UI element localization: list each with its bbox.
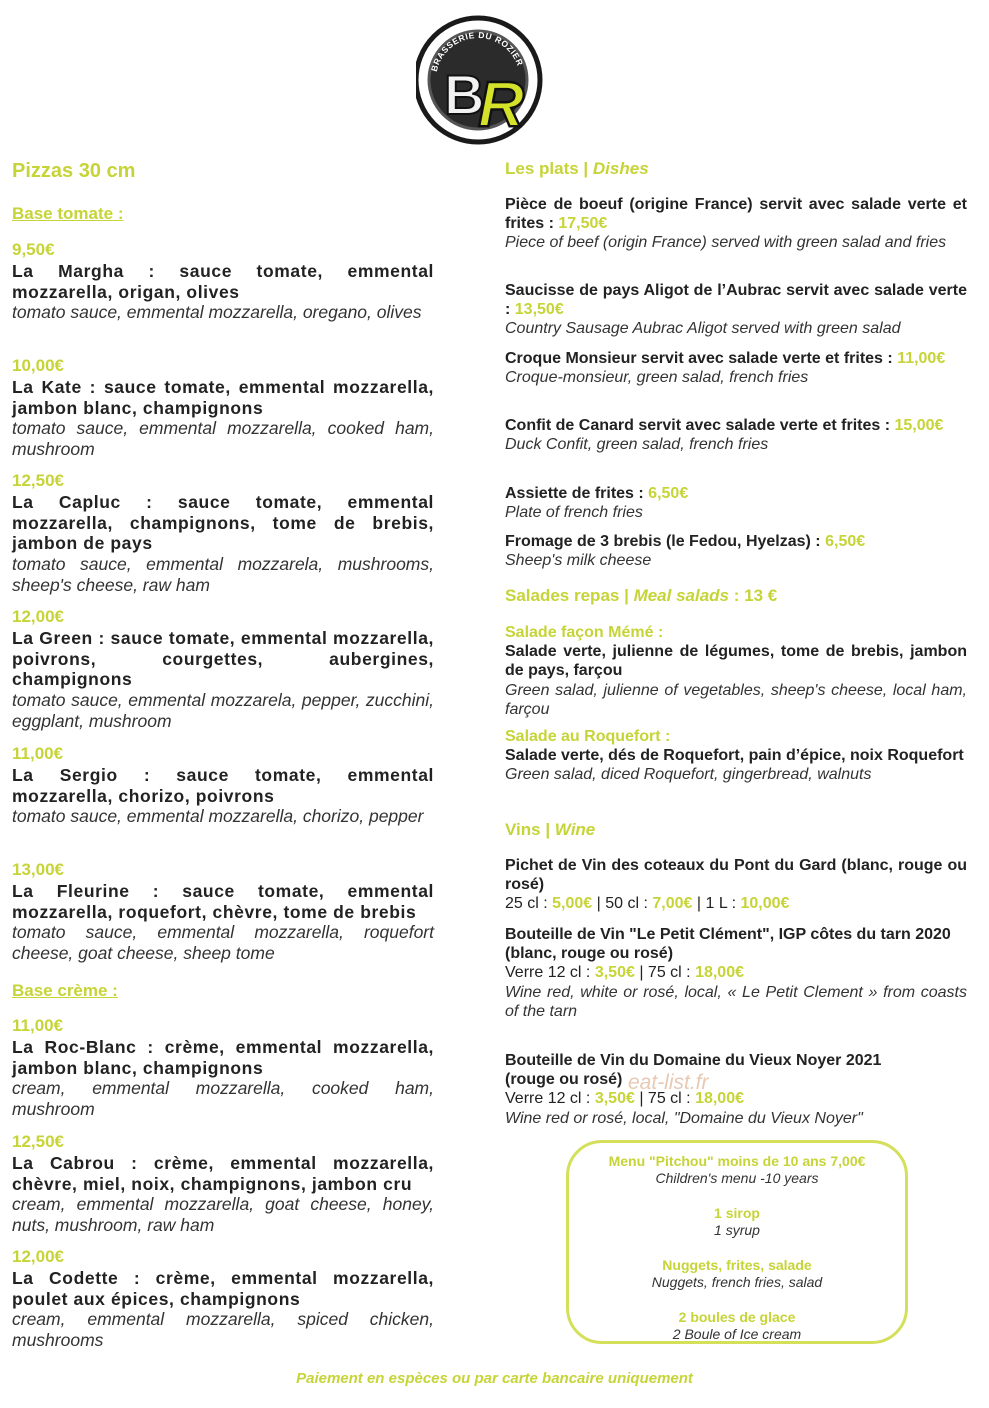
base-tomate-heading: Base tomate : [12,204,124,223]
dish-price: 6,50€ [825,533,866,550]
wine-translation: Wine red, white or rosé, local, « Le Petit Clement » from coasts of the tarn [505,983,967,1020]
salads-heading: Salades repas | Meal salads : 13 € [505,586,778,605]
logo-arc-text: BRASSERIE DU ROZIER [428,29,526,73]
wine-item [505,925,967,1021]
dish-translation: Country Sausage Aubrac Aligot served with green salad [505,320,901,338]
kids-menu-box [566,1140,908,1344]
dish-translation: Duck Confit, green salad, french fries [505,436,769,454]
wine-color: (rouge ou rosé) [505,1071,623,1089]
dish-title: Fromage de 3 brebis (le Fedou, Hyelzas) : [505,533,821,550]
pizza-translation: cream, emmental mozzarella, goat cheese, honey, nuts, mushroom, raw ham [12,1194,434,1236]
dish-price: 6,50€ [648,485,689,502]
pizza-price: 9,50€ [12,240,55,259]
pizza-price: 13,00€ [12,860,64,879]
svg-text:B: B [444,63,485,126]
kids-menu-item-en: 1 syrup [714,1222,760,1238]
pizza-price: 11,00€ [12,744,64,763]
dish-price: 15,00€ [894,417,944,434]
kids-menu-item: Nuggets, frites, salade [662,1257,812,1273]
pizza-item [12,860,434,964]
pizza-item [12,1247,434,1351]
pizza-item [12,744,434,827]
wine-translation: Wine red or rosé, local, "Domaine du Vieux Noyer" [505,1109,863,1127]
dish-item [505,416,967,454]
pizza-translation: tomato sauce, emmental mozzarella, cooked ham, mushroom [12,418,434,460]
pizza-item [12,240,434,323]
svg-text:R: R [478,68,525,140]
pizza-price: 12,00€ [12,607,64,626]
wine-title: Bouteille de Vin du Domaine du Vieux Noyer 2021 [505,1052,882,1069]
dish-title: Pièce de boeuf (origine France) servit avec salade verte et frites : [505,196,967,233]
pizza-item [12,356,434,460]
pizza-price: 12,00€ [12,1247,64,1266]
salad-name: Salade au Roquefort : [505,728,671,745]
dish-item [505,532,967,570]
salad-name: Salade façon Mémé : [505,624,664,641]
pizza-heading: Pizzas 30 cm [12,160,136,182]
salad-translation: Green salad, julienne of vegetables, sheep's cheese, local ham, farçou [505,681,967,718]
salad-title: Salade verte, dés de Roquefort, pain d’épice, noix Roquefort [505,747,964,765]
pizza-price: 12,50€ [12,471,64,490]
brasserie-logo [416,14,552,150]
pizza-item [12,1132,434,1236]
pizza-title: La Sergio : sauce tomate, emmental mozzarella, chorizo, poivrons [12,764,434,806]
kids-menu-item-en: Nuggets, french fries, salad [651,1274,823,1290]
pizza-title: La Kate : sauce tomate, emmental mozzarella, jambon blanc, champignons [12,376,434,418]
pizza-price: 12,50€ [12,1132,64,1151]
pizza-title: La Cabrou : crème, emmental mozzarella, chèvre, miel, noix, champignons, jambon cru [12,1152,434,1194]
dish-price: 13,50€ [514,301,564,319]
kids-menu-item-en: 2 Boule of Ice cream [672,1326,802,1342]
wine-prices: Verre 12 cl : 3,50€ | 75 cl : 18,00€ [505,964,744,982]
pizza-title: La Fleurine : sauce tomate, emmental mozzarella, roquefort, chèvre, tome de brebis [12,880,434,922]
salad-item [505,623,967,719]
wine-heading: Vins | Wine [505,820,596,839]
pizza-translation: tomato sauce, emmental mozzarella, chorizo, pepper [12,806,424,827]
dish-title: Saucisse de pays Aligot de l’Aubrac servit avec salade verte : [505,282,967,319]
pizza-translation: tomato sauce, emmental mozzarella, oregano, olives [12,302,422,323]
dish-title: Assiette de frites : [505,485,644,502]
pizza-translation: cream, emmental mozzarella, spiced chicken, mushrooms [12,1309,434,1351]
payment-footer: Paiement en espèces ou par carte bancaire uniquement [296,1370,693,1387]
wine-title: Bouteille de Vin "Le Petit Clément", IGP côtes du tarn 2020 [505,926,951,943]
wine-title: Pichet de Vin des coteaux du Pont du Gard (blanc, rouge ou rosé) [505,857,967,894]
dish-item [505,195,967,253]
dish-translation: Sheep's milk cheese [505,552,652,570]
wine-item [505,1051,967,1128]
pizza-translation: tomato sauce, emmental mozzarella, roquefort cheese, goat cheese, sheep tome [12,922,434,964]
wine-item [505,856,967,914]
pizza-translation: cream, emmental mozzarella, cooked ham, mushroom [12,1078,434,1120]
pizza-item [12,607,434,732]
dish-price: 11,00€ [897,350,946,367]
pizza-title: La Codette : crème, emmental mozzarella, poulet aux épices, champignons [12,1267,434,1309]
kids-menu-title: Menu "Pitchou" moins de 10 ans 7,00€ [608,1153,866,1169]
pizza-title: La Capluc : sauce tomate, emmental mozzarella, champignons, tome de brebis, jambon de pays [12,491,434,554]
dish-title: Croque Monsieur servit avec salade verte et frites : [505,350,893,367]
pizza-title: La Green : sauce tomate, emmental mozzarella, poivrons, courgettes, aubergines, champignons [12,627,434,690]
dish-item [505,281,967,339]
pizza-price: 10,00€ [12,356,64,375]
kids-menu-item: 1 sirop [714,1205,760,1221]
wine-prices: 25 cl : 5,00€ | 50 cl : 7,00€ | 1 L : 10,00€ [505,895,790,913]
pizza-translation: tomato sauce, emmental mozzarela, mushrooms, sheep's cheese, raw ham [12,554,434,595]
watermark: eat-list.fr [628,1071,709,1094]
wine-prices: Verre 12 cl : 3,50€ | 75 cl : 18,00€ [505,1090,744,1108]
pizza-item [12,471,434,596]
pizza-price: 11,00€ [12,1016,64,1035]
kids-menu-item: 2 boules de glace [678,1309,796,1325]
pizza-title: La Roc-Blanc : crème, emmental mozzarella, jambon blanc, champignons [12,1036,434,1078]
kids-menu-title-en: Children's menu -10 years [655,1170,819,1186]
salad-title: Salade verte, julienne de légumes, tome de brebis, jambon de pays, farçou [505,643,967,680]
dishes-heading: Les plats | Dishes [505,159,649,178]
wine-color: (blanc, rouge ou rosé) [505,945,674,963]
salad-translation: Green salad, diced Roquefort, gingerbread, walnuts [505,766,872,784]
dish-title: Confit de Canard servit avec salade verte et frites : [505,417,891,434]
dish-item [505,484,967,522]
dish-item [505,349,967,387]
dish-translation: Plate of french fries [505,504,643,522]
salad-item [505,727,967,785]
pizza-item [12,1016,434,1120]
pizza-translation: tomato sauce, emmental mozzarela, pepper, zucchini, eggplant, mushroom [12,690,434,731]
pizza-title: La Margha : sauce tomate, emmental mozzarella, origan, olives [12,260,434,302]
base-creme-heading: Base crème : [12,981,118,1000]
dish-price: 17,50€ [558,215,608,233]
dish-translation: Piece of beef (origin France) served with green salad and fries [505,234,947,252]
dish-translation: Croque-monsieur, green salad, french fries [505,369,809,387]
